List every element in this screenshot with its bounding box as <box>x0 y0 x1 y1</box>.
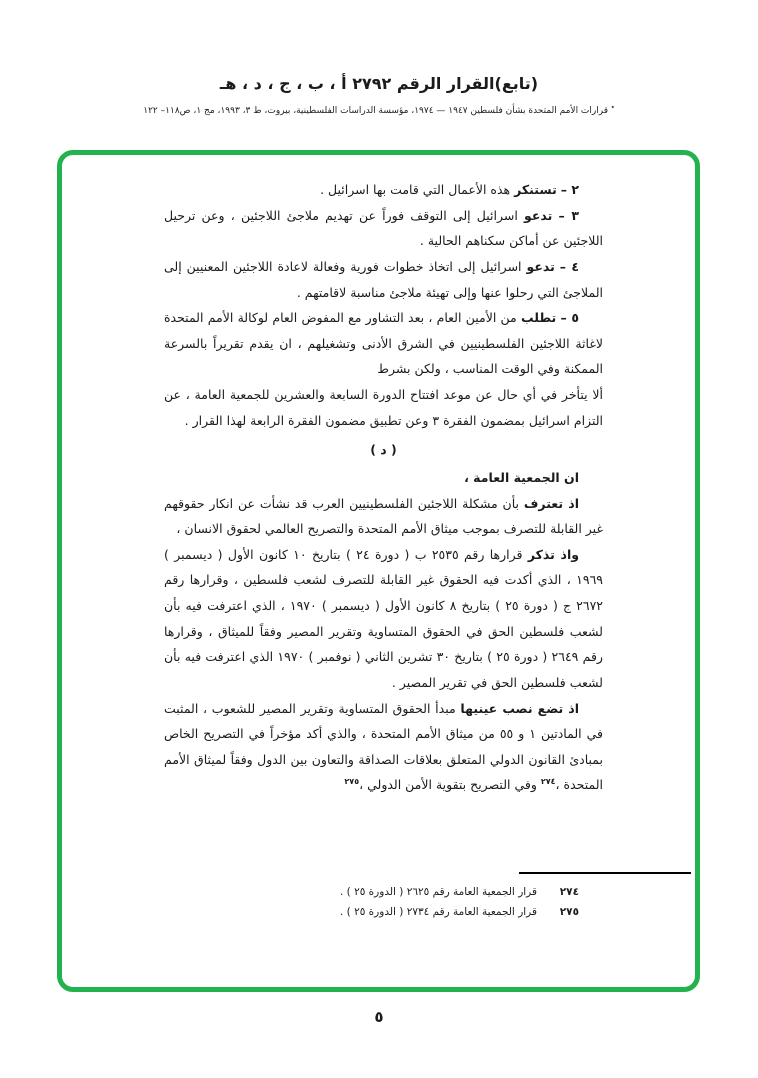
paragraph-4 <box>164 254 603 305</box>
paragraph-number: ٣ – <box>558 207 579 223</box>
paragraph-text: من الأمين العام ، بعد التشاور مع المفوض العام لوكالة الأمم المتحدة لاغاثة اللاجئين الفلسطينيين في الشرق الأدنى وتشغيلهم ، ان يقدم تقريراً بالسرعة الممكنة وفي الوقت المناسب ، ولكن بشرط <box>164 310 603 377</box>
footnote-text: قرار الجمعية العامة رقم ٢٦٢٥ ( الدورة ٢٥ ) . <box>339 886 537 899</box>
footnote-275 <box>160 903 579 923</box>
page-header <box>0 74 758 116</box>
footnote-ref-275: ٢٧٥ <box>344 777 360 787</box>
resolution-title: (تابع)القرار الرقم ٢٧٩٢ أ ، ب ، ج ، د ، هـ <box>219 74 539 93</box>
paragraph-text: اسرائيل إلى التوقف فوراً عن تهديم ملاجئ اللاجئين ، وعن ترحيل اللاجئين عن أماكن سكناهم الحالية . <box>164 207 603 249</box>
paragraph-3 <box>164 203 603 254</box>
source-footnote-marker: ٭ <box>610 103 615 111</box>
footnotes <box>160 872 579 923</box>
page-number: ٥ <box>374 1008 384 1026</box>
paragraph-text: اسرائيل إلى اتخاذ خطوات فورية وفعالة لاعادة اللاجئين المعنيين إلى الملاجئ التي رحلوا عنها وإلى تهيئة ملاجئ مناسبة لاقامتهم . <box>164 258 603 300</box>
footnote-number: ٢٧٤ <box>559 886 579 899</box>
footnote-divider <box>519 872 691 874</box>
preamble-recognizing <box>164 491 603 542</box>
footnote-number: ٢٧٥ <box>559 906 579 919</box>
resolution-body <box>62 155 695 798</box>
section-d-marker: ( د ) <box>370 442 397 458</box>
paragraph-lead: تطلب <box>521 310 557 326</box>
general-assembly-line: ان الجمعية العامة ، <box>464 469 579 485</box>
footnote-text: قرار الجمعية العامة رقم ٢٧٣٤ ( الدورة ٢٥ ) . <box>339 906 537 919</box>
paragraph-number: ٤ – <box>559 258 579 274</box>
paragraph-2 <box>164 177 603 203</box>
preamble-bearing-in-mind <box>164 696 603 799</box>
paragraph-lead: واذ تذكر <box>527 546 580 562</box>
paragraph-text: هذه الأعمال التي قامت بها اسرائيل . <box>320 182 511 197</box>
paragraph-lead: اذ تعترف <box>523 495 579 511</box>
paragraph-text: قرارها رقم ٢٥٣٥ ب ( دورة ٢٤ ) بتاريخ ١٠ كانون الأول ( ديسمبر ) ١٩٦٩ ، الذي أكدت فيه الحقوق غير القابلة للتصرف لشعب فلسطين ، وقرارها رقم ٢٦٧٢ ج ( دورة ٢٥ ) بتاريخ ٨ كانون الأول ( ديسمبر ) ١٩٧٠ ، الذي اعترفت فيه بأن لشعب فلسطين الحق في الحقوق المتساوية وتقرير المصير وفقاً للميثاق ، وقرارها رقم ٢٦٤٩ ( دورة ٢٥ ) بتاريخ ٣٠ تشرين الثاني ( نوفمبر ) ١٩٧٠ الذي اعترفت فيه بأن لشعب فلسطين الحق في تقرير المصير . <box>164 546 603 690</box>
paragraph-5-continued <box>164 382 603 433</box>
preamble-recalling <box>164 542 603 696</box>
paragraph-lead: تستنكر <box>514 182 557 197</box>
source-citation <box>0 103 758 116</box>
paragraph-number: ٥ – <box>560 310 579 326</box>
paragraph-text: بأن مشكلة اللاجئين الفلسطينيين العرب قد نشأت عن انكار حقوقهم غير القابلة للتصرف بموجب ميثاق الأمم المتحدة والتصريح العالمي لحقوق الانسان ، <box>164 495 603 537</box>
footnote-274 <box>160 883 579 903</box>
paragraph-lead: تدعو <box>526 258 555 274</box>
paragraph-5 <box>164 305 603 382</box>
paragraph-text: ألا يتأخر في أي حال عن موعد افتتاح الدورة السابعة والعشرين للجمعية العامة ، عن التزام اسرائيل بمضمون الفقرة ٣ وعن تطبيق مضمون الفقرة الرابعة لهذا القرار . <box>164 387 603 428</box>
paragraph-lead: تدعو <box>524 207 553 223</box>
content-border-box <box>57 150 700 992</box>
paragraph-text: مبدأ الحقوق المتساوية وتقرير المصير للشعوب ، المثبت في المادتين ١ و ٥٥ من ميثاق الأمم المتحدة ، والذي أكد مؤخراً في التصريح الخاص بمبادئ القانون الدولي المتعلق بعلاقات الصداقة والتعاون بين الدول وفقاً لميثاق الأمم المتحدة ، <box>164 700 603 793</box>
paragraph-lead: اذ تضع نصب عينيها <box>460 700 580 716</box>
paragraph-number: ٢ – <box>560 182 579 197</box>
paragraph-text: وفي التصريح بتقوية الأمن الدولي ، <box>359 777 537 793</box>
footnote-ref-274: ٢٧٤ <box>540 777 556 787</box>
source-citation-text: قرارات الأمم المتحدة بشأن فلسطين ١٩٤٧ — ١٩٧٤، مؤسسة الدراسات الفلسطينية، بيروت، ط ٣، ١٩٩٣، مج ١، ص١١٨– ١٢٢ <box>143 106 609 116</box>
